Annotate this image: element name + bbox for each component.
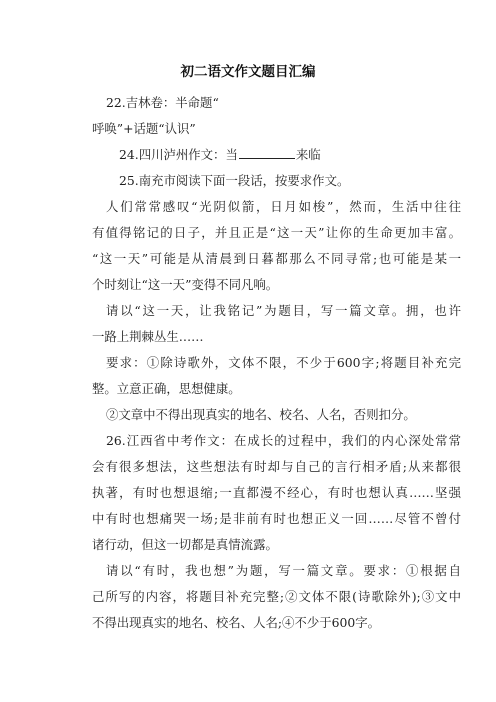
line-20: 己所写的内容，将题目补充完整;②文体不限(诗歌除外);③文中 (92, 589, 461, 604)
line-05: 人们常常感叹“光阴似箭，日月如梭”，然而，生活中往往 (106, 199, 461, 214)
line-12: 整。立意正确，思想健康。 (92, 381, 241, 396)
line-11: 要求：①除诗歌外，文体不限，不少于600字;将题目补充完 (106, 355, 461, 370)
line-02: 呼唤”+话题“认识” (92, 121, 196, 136)
line-18: 诸行动，但这一切都是真情流露。 (92, 537, 278, 552)
fill-in-blank (239, 145, 295, 159)
line-03 (119, 145, 321, 165)
line-21: 不得出现真实的地名、校名、人名;④不少于600字。 (92, 615, 381, 630)
line-14: 26.江西省中考作文：在成长的过程中，我们的内心深处常常 (106, 433, 461, 448)
line-06: 有值得铭记的日子，并且正是“这一天”让你的生命更加丰富。 (92, 225, 461, 240)
line-08: 个时刻让“这一天”变得不同凡响。 (92, 277, 279, 292)
line-13: ②文章中不得出现真实的地名、校名、人名，否则扣分。 (106, 407, 416, 422)
line-16: 执著，有时也想退缩;一直都漫不经心，有时也想认真……坚强 (92, 485, 461, 500)
line-07: “这一天”可能是从清晨到日暮都那么不同寻常;也可能是某一 (92, 251, 461, 266)
line-09: 请以“这一天，让我铭记”为题目，写一篇文章。拥，也许 (106, 303, 461, 318)
line-03-text: 24.四川泸州作文：当 (119, 147, 238, 162)
line-03-suffix: 来临 (295, 147, 321, 162)
line-10: 一路上荆棘丛生…… (92, 329, 204, 344)
line-15: 会有很多想法，这些想法有时却与自己的言行相矛盾;从来都很 (92, 459, 461, 474)
line-04: 25.南充市阅读下面一段话，按要求作文。 (119, 173, 350, 188)
document-title: 初二语文作文题目汇编 (180, 64, 316, 80)
line-17: 中有时也想痛哭一场;是非前有时也想正义一回……尽管不曾付 (92, 511, 461, 526)
line-01: 22.吉林卷：半命题“ (106, 95, 219, 110)
line-19: 请以“有时，我也想”为题，写一篇文章。要求：①根据自 (106, 563, 461, 578)
